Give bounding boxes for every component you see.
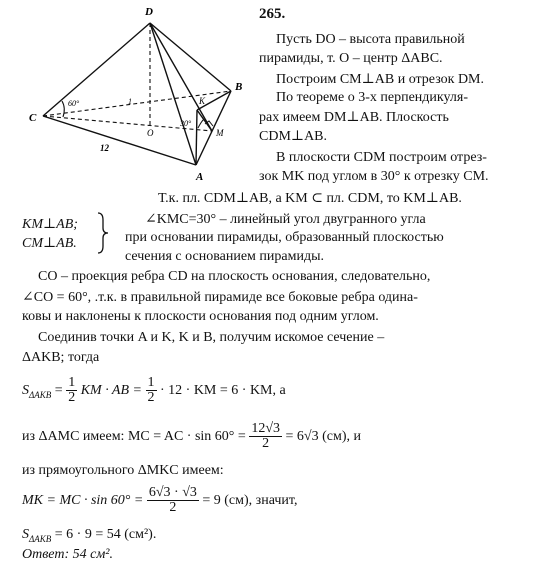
formula-mk-pre: MK = MC · sin 60° = [22, 493, 144, 508]
formula-term-2: · 12 · KM = 6 · KM, а [160, 383, 286, 398]
fraction-half-2: $\frac{1}{2}$ [147, 375, 155, 406]
edge-mk [197, 110, 212, 131]
edge-da [150, 23, 196, 165]
formula-mc-post: = 6√3 (см), и [285, 429, 361, 444]
fraction-half-1: $\frac{1}{2}$ [68, 375, 76, 406]
edge-dm [150, 23, 212, 131]
text-line-3: Построим CM⊥AB и отрезок DM. [276, 72, 485, 87]
formula-mk [22, 483, 297, 519]
result-symbol: S [22, 527, 29, 542]
label-k: K [199, 96, 206, 106]
brace-line-1: KM⊥AB; [22, 217, 78, 232]
formula-mk-post: = 9 (см), значит, [202, 493, 298, 508]
co-line-3: ковы и наклонены к плоскости основания под одним углом. [22, 309, 379, 324]
label-c: C [29, 112, 37, 124]
label-tick: 1 [128, 97, 132, 106]
angle-line-3: сечения с основанием пирамиды. [125, 249, 324, 264]
edge-db [150, 23, 231, 91]
area-subscript: ΔAKB [29, 389, 52, 400]
angle-30-arc [198, 119, 204, 128]
angle-line-1: ∠KMC=30° – линейный угол двугранного угла [145, 212, 426, 227]
angle-60-arc [62, 101, 64, 117]
label-d: D [145, 6, 153, 18]
edge-dc [43, 23, 150, 116]
label-o: O [147, 128, 154, 138]
text-line-8: зок MK под углом в 30° к отрезку CM. [259, 169, 489, 184]
connect-line-1: Соединив точки A и K, K и B, получим искомое сечение – [38, 330, 385, 345]
edge-ak [196, 110, 197, 165]
label-angle-60: 60° [68, 99, 80, 108]
fraction-mk: $\frac{6√3 \cdot √3}{2}$ [148, 485, 197, 516]
result-subscript: ΔAKB [29, 533, 52, 544]
label-side-12: 12 [100, 143, 109, 153]
text-line-2: пирамиды, т. O – центр ΔABC. [259, 51, 443, 66]
text-line-5: рах имеем DM⊥AB. Плоскость [259, 110, 449, 125]
label-b: B [235, 81, 243, 93]
formula-area [22, 373, 286, 413]
pyramid-figure [0, 0, 250, 185]
answer-line: Ответ: 54 см². [22, 547, 113, 562]
label-a: A [196, 171, 204, 183]
fraction-mc: $\frac{12√3}{2}$ [251, 421, 280, 452]
result-rest: = 6 · 9 = 54 (см²). [54, 527, 157, 542]
text-line-6: CDM⊥AB. [259, 129, 328, 144]
formula-term-1: KM · AB = [80, 383, 142, 398]
formula-result [22, 527, 156, 544]
text-line-7: В плоскости CDM построим отрез- [276, 150, 487, 165]
angle-line-2: при основании пирамиды, образованный плоскостью [125, 230, 444, 245]
formula-mc-pre: из ΔAMC имеем: MC = AC · sin 60° = [22, 429, 246, 444]
problem-number: 265. [259, 6, 286, 22]
area-symbol: S [22, 383, 29, 398]
label-m: M [216, 128, 224, 138]
text-line-1: Пусть DO – высота правильной [276, 32, 465, 47]
co-line-1: CO – проекция ребра CD на плоскость основания, следовательно, [38, 269, 431, 284]
equals: = [54, 383, 63, 398]
edge-ca [43, 116, 196, 165]
curly-brace [95, 210, 111, 256]
connect-line-2: ΔAKB; тогда [22, 350, 100, 365]
text-line-4: По теореме о 3-х перпендикуля- [276, 90, 468, 105]
text-rect-line: из прямоугольного ΔMKC имеем: [22, 463, 224, 478]
label-angle-30: 30° [180, 119, 192, 128]
formula-mc [22, 419, 361, 455]
brace-line-2: CM⊥AB. [22, 236, 77, 251]
text-tk-line: Т.к. пл. CDM⊥AB, а KM ⊂ пл. CDM, то KM⊥AB. [158, 191, 462, 206]
co-line-2: ∠CO = 60°, .т.к. в правильной пирамиде все боковые ребра одина- [22, 290, 418, 305]
